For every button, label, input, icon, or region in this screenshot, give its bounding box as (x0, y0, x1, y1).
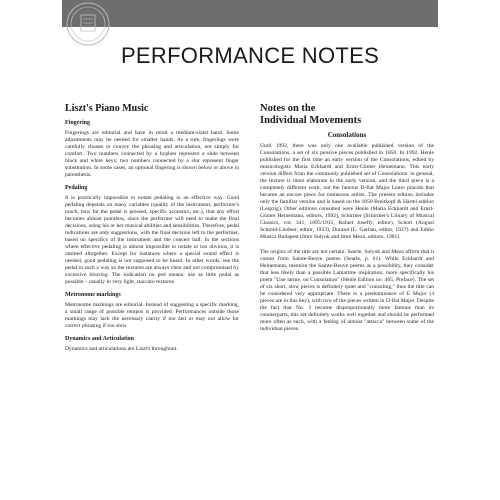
paragraph-dynamics: Dynamics and articulations are Liszt's throughout. (65, 346, 178, 352)
paragraph-metronome: Metronome markings are editorial. Instead of suggesting a specific marking, a small range of possible tempos is provided. Performances outside those markings may lack the necessary clarity if too fast or may not allow for correct phrasing if too slow. (65, 302, 239, 329)
left-column (65, 92, 239, 359)
paragraph-pedaling: It is practically impossible to notate pedaling in an effective way. Good pedaling depends on many variables (quality of the instrument, performer's touch, how far the pedal is pressed, specific acoustics, etc.), that any effort becomes almost pointless, since the performer will need to make the final decisions, using his or her musical abilities and sensibilities. Therefore, pedal indications are only suggestions, with the final decision left to the performer, based on specifics of the instrument and the concert hall. In the sections where effective pedaling is almost impossible to notate or too obvious, it is omitted altogether. Except for instances where a special sound effect is needed, good pedaling is not supposed to be heard. In other words, use the pedal in such a way so the textures are always clear and not compromised by excessive blurring. The indication no ped means: use as little pedal as possible – usually in very light, staccato textures. (65, 195, 239, 285)
consolations-heading: Consolations (327, 131, 367, 139)
right-column (260, 92, 434, 339)
paragraph-consolations-2: The origins of the title are not certain. Searle, Sulyok and Mezo affirm that it comes from Sainte-Beuve poems (Searle, p. 61). While Eckhardt and Heinemann, mention the Sainte-Beuve poems as a possibility, they consider that less likely than a possible Lamartine inspiration, more specifically his poem "Une larme, ou Consolation" (Henle Edition no. 465, Preface). The set of six short, slow pieces is definitely quiet and "consoling," thus the title can be considered very appropriate. There is a predominance of E Major (4 pieces are in this key), with two of the pieces written in D-flat Major. Despite the fact that No. 3 became disproportionally more famous than its counterparts, this set definitely works well together and should be performed more often as such, with a feeling of almost "attacca" between some of the individual pieces. (260, 249, 434, 332)
paragraph-consolations-1: Until 1992, there was only one available published version of the Consolations, a set of six pensive pieces published in 1850. In 1992, Henle published for the first time an early version of the Consolations, edited by musicologists Maria Eckhardt and Ernst-Günter Heinemann. This early version differs from the commonly published set of Consolations: in general, the texture is more elaborate in the early version, and the third piece is a completely different work, not the famous D-flat Major Lento placido that became an encore piece for numerous artists. The present edition includes only the familiar version and is based on the 1850 Breitkopf & Härtel edition (Leipzig). Other editions consulted were Henle (Maria Eckhardt and Ernst-Günter Heinemann, editors, 1992), Schirmer (Schirmer's Library of Musical Classics, vol. 341, 1895/1915, Rafael Joseffy, editor), Schott (August Schmid-Lindner, editor, 1953), Durand (L. Garban, editor, 1927) and Editio Musica Budapest (Imre Sulyok and Imre Mezo, editors, 1981). (260, 143, 434, 240)
page-title: PERFORMANCE NOTES (120, 43, 380, 68)
right-title-line2: Individual Movements (260, 115, 362, 126)
section-heading-metronome: Metronome markings (65, 292, 121, 298)
page-number: 5 (462, 13, 466, 22)
left-column-title: Liszt's Piano Music (65, 103, 149, 114)
paragraph-fingering: Fingerings are editorial and have in mind a medium-sized hand. Some adjustments may be needed for smaller hands. As a rule, fingerings were carefully chosen to convey the phrasing and articulation, not simply for comfort. Two numbers connected by a hyphen represent a slide between black and white keys; two numbers connected by a slur represent finger substitution. In some cases, an optional fingering is shown below or above in parenthesis. (65, 130, 239, 178)
section-heading-pedaling: Pedaling (65, 185, 88, 191)
right-column-title (260, 103, 434, 127)
header-band (62, 0, 466, 27)
section-heading-fingering: Fingering (65, 120, 90, 126)
section-heading-dynamics: Dynamics and Articulation (65, 336, 135, 342)
right-title-line1: Notes on the (260, 103, 316, 114)
